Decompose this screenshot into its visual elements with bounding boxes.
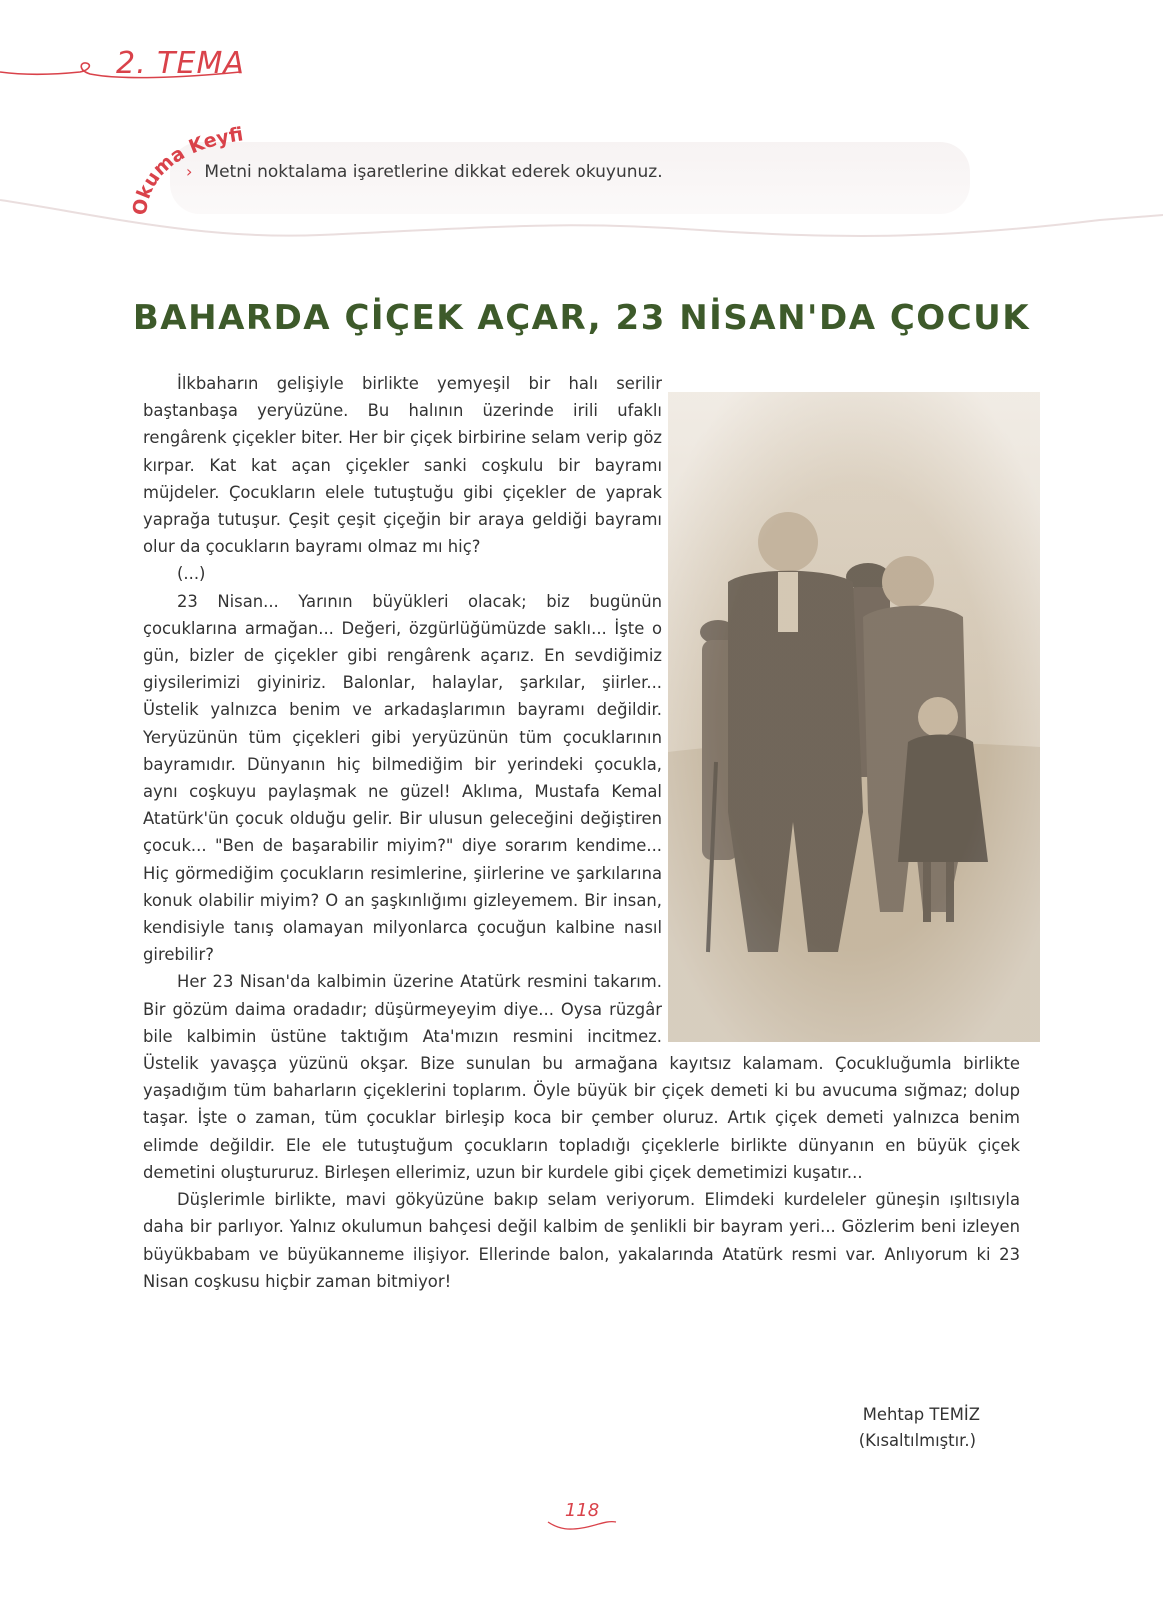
page-number: [540, 1500, 624, 1540]
abridged-note: (Kısaltılmıştır.): [858, 1431, 976, 1450]
article-paragraph: İlkbaharın gelişiyle birlikte yemyeşil bir halı serilir baştanbaşa yeryüzüne. Bu halının üzerinde irili ufaklı rengârenk çiçekler biter. Her bir çiçek birbirine selam verip göz kırpar. Kat kat açan çiçekler sanki coşkulu bir bayramı müjdeler. Çocukların elele tutuştuğu gibi çiçekler de yaprak yaprağa tutuşur. Çeşit çeşit çiçeğin bir araya geldiği bayramı olur da çocukların bayramı olmaz mı hiç?: [143, 374, 662, 557]
article-paragraph: Her 23 Nisan'da kalbimin üzerine Atatürk resmini takarım. Bir gözüm daima oradadır; düşürmeyeyim diye... Oysa rüzgâr bile kalbimin üstüne taktığım Ata'mızın resmini incitmez. Üstelik yavaşça yüzünü okşar. Bize sunulan bu armağana kayıtsız kalamam. Çocukluğumla birlikte yaşadığım tüm baharların çiçeklerini toplarım. Öyle büyük bir çiçek demeti ki bu avucuma sığmaz; dolup taşar. İşte o zaman, tüm çocuklar birleşip koca bir çember oluruz. Artık çiçek demeti yalnızca benim elimde değildir. Ele ele tutuştuğum çocukların topladığı çiçeklerle birlikte dünyanın en büyük çiçek demetini oluştururuz. Birleşen ellerimiz, uzun bir kurdele gibi çiçek demetimizi kuşatır...: [143, 972, 1020, 1182]
article-paragraph: (...): [177, 564, 206, 584]
reading-instruction: [186, 162, 663, 182]
instruction-text: Metni noktalama işaretlerine dikkat ederek okuyunuz.: [204, 162, 663, 182]
author-block: [859, 1402, 980, 1454]
article-paragraph: 23 Nisan... Yarının büyükleri olacak; biz bugünün çocuklarına armağan... Değeri, özgürlüğümüzde saklı... İşte o gün, bizler de çiçekler gibi rengârenk açarız. En sevdiğimiz giysilerimizi giyiniriz. Balonlar, halaylar, şarkılar, şiirler... Üstelik yalnızca benim ve arkadaşlarımın bayramı değildir. Yeryüzünün tüm çiçekleri gibi yeryüzünün tüm çocuklarının bayramıdır. Dünyanın hiç bilmediğim bir yerindeki çocukla, aynı coşkuyu paylaşmak ne güzel! Aklıma, Mustafa Kemal Atatürk'ün çocuk olduğu gelir. Bir ulusun geleceğini değiştiren çocuk... "Ben de başarabilir miyim?" diye sorarım kendime... Hiç görmediğim çocukların resimlerine, şiirlerine ve şarkılarına konuk olabilir miyim? O an şaşkınlığımı gizleyemem. Bir insan, kendisiyle tanış olamayan milyonlarca çocuğun kalbine nasıl girebilir?: [143, 591, 662, 965]
article-paragraph: Düşlerimle birlikte, mavi gökyüzüne bakıp selam veriyorum. Elimdeki kurdeleler güneşin ışıltısıyla daha bir parlıyor. Yalnız okulumun bahçesi değil kalbim de şenlikli bir bayram yeri... Gözlerim beni izleyen büyükbabam ve büyükanneme ilişiyor. Ellerinde balon, yakalarında Atatürk resmi var. Anlıyorum ki 23 Nisan coşkusu hiçbir zaman bitmiyor!: [143, 1190, 1020, 1291]
svg-text:Okuma Keyfi: Okuma Keyfi: [128, 123, 245, 217]
author-name: Mehtap TEMİZ: [862, 1405, 980, 1424]
article-title: BAHARDA ÇİÇEK AÇAR, 23 NİSAN'DA ÇOCUK: [132, 298, 1031, 338]
article-body: [143, 370, 1020, 1295]
chevron-right-icon: ›: [186, 162, 193, 181]
page-number-label: 118: [564, 1500, 600, 1521]
theme-title: 2. TEMA: [116, 46, 245, 81]
